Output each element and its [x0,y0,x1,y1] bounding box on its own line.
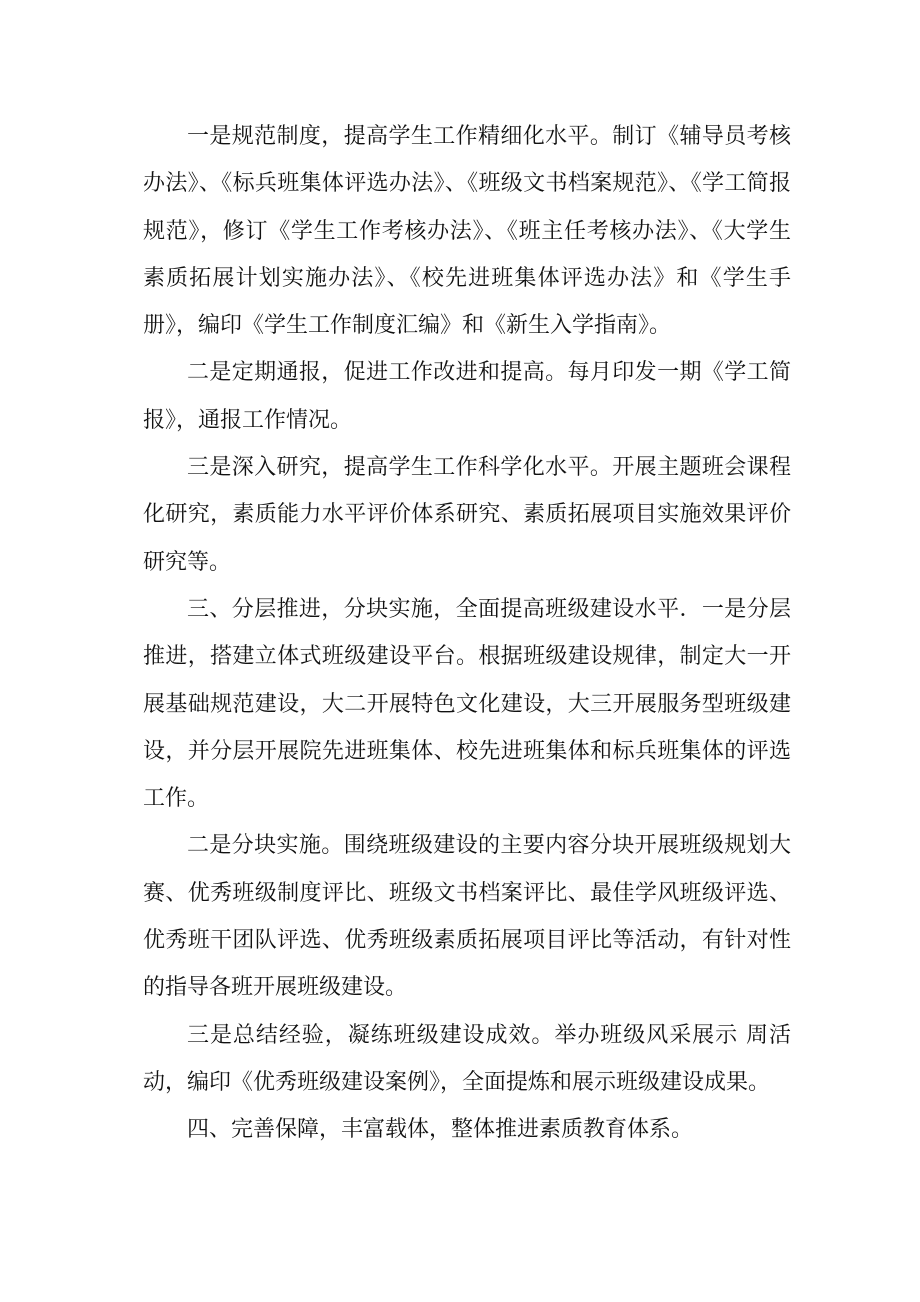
paragraph-summary-experience: 三是总结经验，凝练班级建设成效。举办班级风采展示 周活动，编印《优秀班级建设案例》，全面提炼和展示班级建设成果。 [143,1022,791,1095]
paragraph-guarantee: 四、完善保障，丰富载体，整体推进素质教育体系。 [187,1117,694,1143]
paragraph-layered-advance: 三、分层推进，分块实施，全面提高班级建设水平．一是分层推进，搭建立体式班级建设平台。根据班级建设规律，制定大一开展基础规范建设，大二开展特色文化建设，大三开展服务型班级建设，并分层开展院先进班集体、校先进班集体和标兵班集体的评选工作。 [143,596,791,812]
paragraph-regulations: 一是规范制度，提高学生工作精细化水平。制订《辅导员考核办法》、《标兵班集体评选办法》、《班级文书档案规范》、《学工简报规范》，修订《学生工作考核办法》、《班主任考核办法》、《大学生素质拓展计划实施办法》、《校先进班集体评选办法》和《学生手册》，编印《学生工作制度汇编》和《新生入学指南》。 [143,124,791,339]
paragraph-bulletin: 二是定期通报，促进工作改进和提高。每月印发一期《学工简报》，通报工作情况。 [143,360,791,433]
paragraph-block-implementation: 二是分块实施。围绕班级建设的主要内容分块开展班级规划大赛、优秀班级制度评比、班级文书档案评比、最佳学风班级评选、优秀班干团队评选、优秀班级素质拓展项目评比等活动，有针对性的指导各班开展班级建设。 [143,833,791,1001]
paragraph-research: 三是深入研究，提高学生工作科学化水平。开展主题班会课程化研究，素质能力水平评价体系研究、素质拓展项目实施效果评价研究等。 [143,455,791,575]
document-body [143,113,791,1154]
